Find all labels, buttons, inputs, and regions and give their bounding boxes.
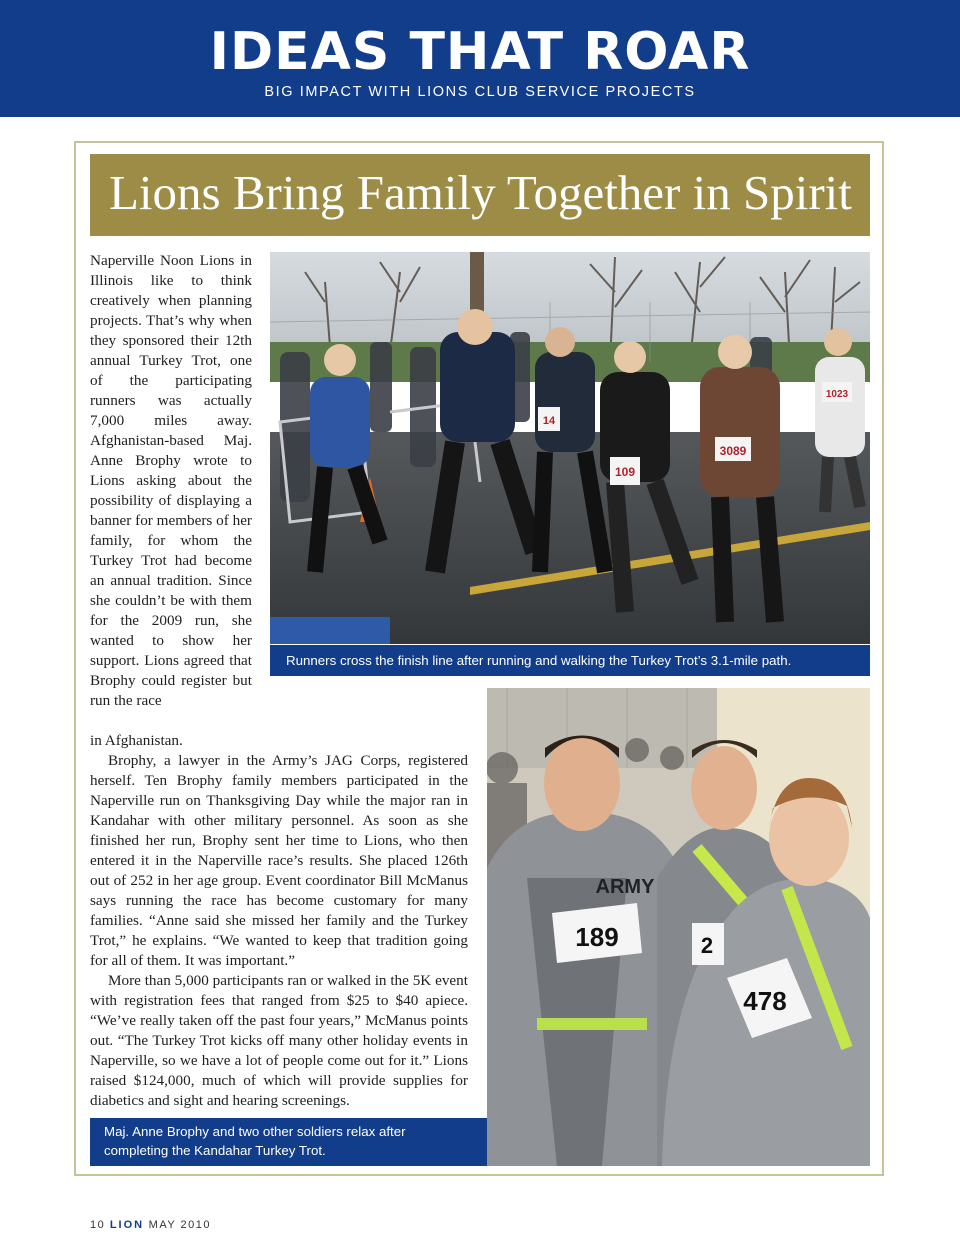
soldiers-photo-illustration [487,688,870,1166]
article-text-narrow [90,251,252,711]
bib-189: 189 [575,922,619,952]
headline-box [90,154,870,236]
bib-2: 2 [700,933,714,958]
top-banner [0,0,960,117]
army-shirt-text: ARMY [595,876,655,898]
soldiers-photo [487,688,870,1166]
page-footer [90,1218,211,1232]
issue-date: MAY 2010 [148,1219,212,1231]
bib-14: 14 [542,415,556,427]
bib-3089: 3089 [719,444,747,458]
paragraph-2: Brophy, a lawyer in the Army’s JAG Corps, registered herself. Ten Brophy family members participated in the Naperville run on Thanksgiving Day while the major ran in Kandahar with other military personnel. As soon as she finished her run, Brophy sent her time to Lions, who then entered it in the Naperville race’s results. She placed 126th out of 252 in her age group. Event coordinator Bill McManus says running the race has become customary for many families. “Anne said she missed her family and the Turkey Trot,” he explains. “We wanted to keep that tradition going for all of them. It was important.” [90,752,468,969]
paragraph-3: More than 5,000 participants ran or walked in the 5K event with registration fees that ranged from $25 to $40 apiece. “We’ve really taken off the past four years,” McManus points out. “The Turkey Trot kicks off many other holiday events in Naperville, so we have a lot of people come out for it.” Lions raised $124,000, much of which will provide supplies for diabetics and sight and hearing screenings. [90,972,468,1109]
soldiers-photo-caption: Maj. Anne Brophy and two other soldiers relax after completing the Kandahar Turkey Trot. [90,1118,487,1166]
article-text-wide [90,731,468,1111]
race-photo-caption: Runners cross the finish line after running and walking the Turkey Trot’s 3.1-mile path. [270,645,870,676]
magazine-name: LION [109,1219,145,1231]
paragraph-1: Naperville Noon Lions in Illinois like to think creatively when planning projects. That’s why when they sponsored their 12th annual Turkey Trot, one of the participating runners was actually 7,000 miles away. Afghanistan-based Maj. Anne Brophy wrote to Lions asking about the possibility of displaying a banner for members of her family, for whom the Turkey Trot had become an annual tradition. Since she couldn’t be with them for the 2009 run, she wanted to show her support. Lions agreed that Brophy could register but run the race [90,252,252,709]
paragraph-1-end: in Afghanistan. [90,732,183,749]
bib-109: 109 [614,465,636,479]
banner-title: IDEAS THAT ROAR [209,22,751,82]
bib-1023: 1023 [825,389,849,400]
bib-478: 478 [743,986,787,1016]
banner-subtitle: BIG IMPACT WITH LIONS CLUB SERVICE PROJECTS [264,84,696,100]
page-number: 10 [90,1219,106,1231]
race-photo-illustration [270,252,870,644]
race-photo [270,252,870,644]
article-headline: Lions Bring Family Together in Spirit [109,165,852,220]
